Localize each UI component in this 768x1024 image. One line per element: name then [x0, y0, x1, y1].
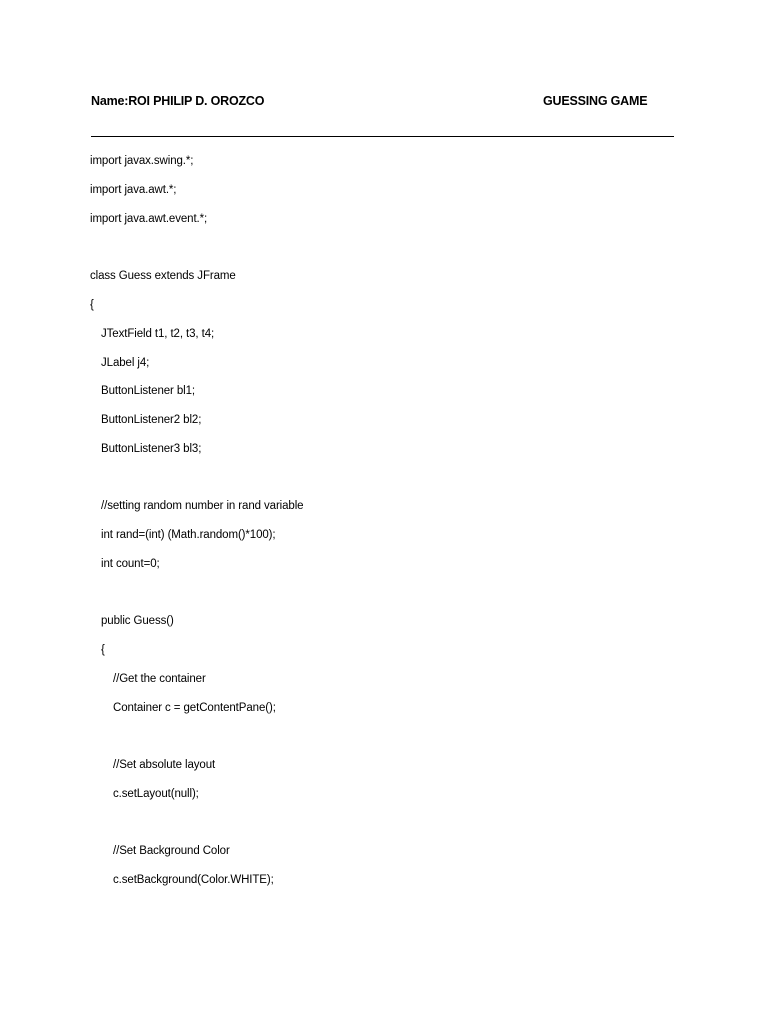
- code-line-set-layout: c.setLayout(null);: [113, 788, 199, 800]
- code-line-listener-1: ButtonListener bl1;: [101, 385, 195, 397]
- code-line-set-background: c.setBackground(Color.WHITE);: [113, 874, 274, 886]
- code-line-import-awt: import java.awt.*;: [90, 184, 177, 196]
- code-line-listener-2: ButtonListener2 bl2;: [101, 414, 202, 426]
- code-line-constructor-open-brace: {: [101, 644, 105, 656]
- code-line-import-awt-event: import java.awt.event.*;: [90, 213, 208, 225]
- code-line-constructor: public Guess(): [101, 615, 174, 627]
- document-title: GUESSING GAME: [543, 94, 648, 108]
- code-line-comment-random: //setting random number in rand variable: [101, 500, 304, 512]
- code-line-count: int count=0;: [101, 558, 160, 570]
- code-line-textfields: JTextField t1, t2, t3, t4;: [101, 328, 215, 340]
- code-line-label: JLabel j4;: [101, 357, 150, 369]
- author-name: Name:ROI PHILIP D. OROZCO: [91, 94, 265, 108]
- code-line-class-open-brace: {: [90, 299, 94, 311]
- code-line-comment-container: //Get the container: [113, 673, 206, 685]
- code-line-container: Container c = getContentPane();: [113, 702, 276, 714]
- code-line-class-declaration: class Guess extends JFrame: [90, 270, 236, 282]
- code-line-import-swing: import javax.swing.*;: [90, 155, 194, 167]
- header-divider: [91, 136, 674, 137]
- code-line-listener-3: ButtonListener3 bl3;: [101, 443, 202, 455]
- code-line-comment-layout: //Set absolute layout: [113, 759, 216, 771]
- code-line-rand: int rand=(int) (Math.random()*100);: [101, 529, 276, 541]
- code-line-comment-background: //Set Background Color: [113, 845, 230, 857]
